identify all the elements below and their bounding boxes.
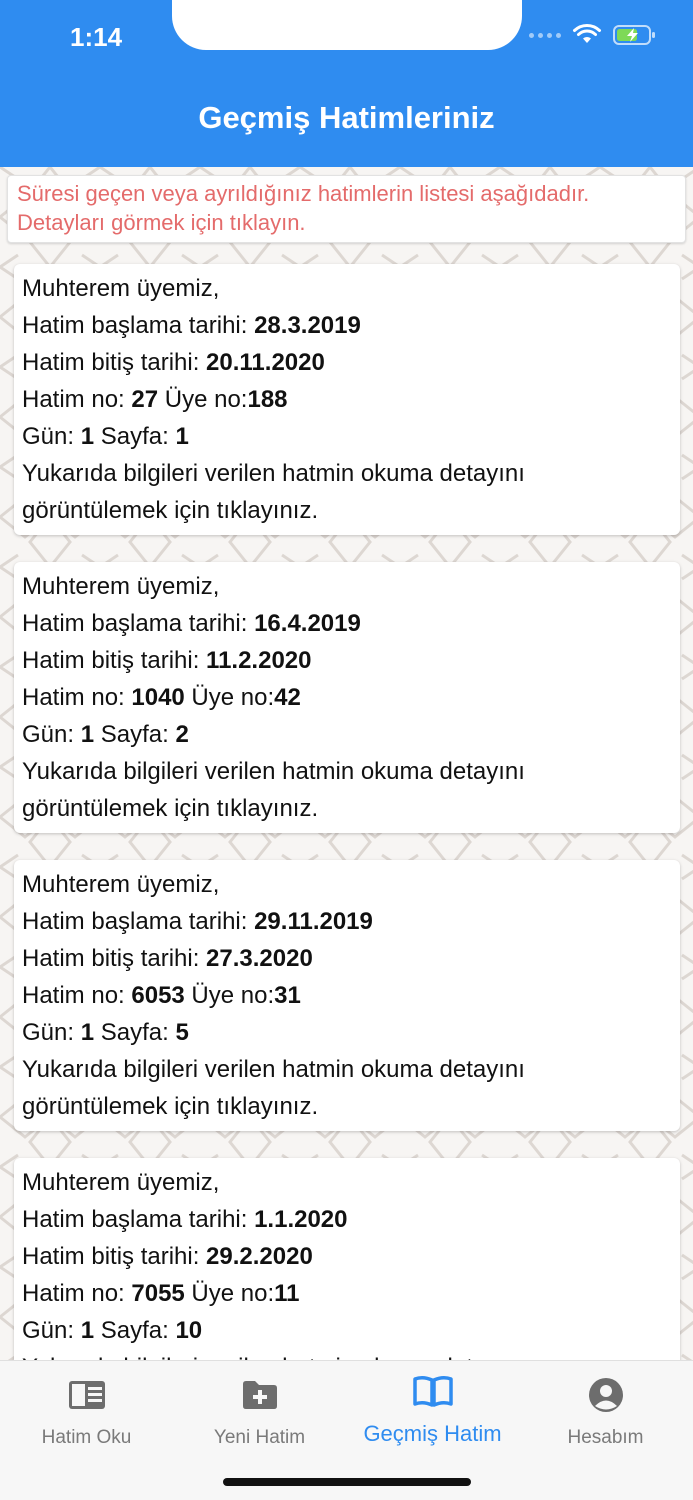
- tab-gecmis-hatim[interactable]: [346, 1371, 519, 1447]
- tab-yeni-hatim[interactable]: [173, 1375, 346, 1449]
- start-date: 16.4.2019: [254, 610, 361, 637]
- detail-hint: Yukarıda bilgileri verilen hatmin okuma detayını görüntülemek için tıklayınız.: [22, 758, 525, 822]
- end-date: 20.11.2020: [206, 349, 325, 376]
- greeting-line: Muhterem üyemiz,: [22, 573, 220, 600]
- battery-charging-icon: [613, 24, 657, 46]
- start-date: 29.11.2019: [254, 908, 373, 935]
- page-title: Geçmiş Hatimleriniz: [198, 100, 495, 135]
- history-card[interactable]: [14, 562, 680, 833]
- wifi-icon: [573, 25, 601, 45]
- end-date-line: Hatim bitiş tarihi: 20.11.2020: [22, 349, 325, 376]
- end-date-line: Hatim bitiş tarihi: 27.3.2020: [22, 945, 313, 972]
- tab-hesabim[interactable]: [519, 1375, 692, 1449]
- page-value: 5: [175, 1019, 189, 1046]
- app-header: [0, 0, 693, 167]
- page-value: 1: [175, 423, 189, 450]
- end-date: 11.2.2020: [206, 647, 312, 674]
- status-time: 1:14: [70, 22, 123, 52]
- greeting-line: Muhterem üyemiz,: [22, 871, 220, 898]
- hatim-number: 1040: [131, 684, 185, 711]
- home-indicator[interactable]: [223, 1478, 471, 1486]
- tab-label: Geçmiş Hatim: [363, 1421, 502, 1446]
- greeting-line: Muhterem üyemiz,: [22, 275, 220, 302]
- device-notch: [172, 0, 522, 50]
- book-open-page-icon: [0, 1375, 173, 1415]
- day-value: 1: [80, 423, 95, 450]
- folder-plus-icon: [173, 1375, 346, 1415]
- user-circle-icon: [519, 1375, 692, 1415]
- member-number: 31: [274, 982, 301, 1009]
- day-page-line: Gün: 1 Sayfa: 2: [22, 721, 189, 748]
- day-page-line: Gün: 1 Sayfa: 10: [22, 1317, 203, 1344]
- day-value: 1: [80, 721, 95, 748]
- history-card[interactable]: [14, 264, 680, 535]
- tab-label: Hatim Oku: [41, 1427, 132, 1448]
- hatim-number: 27: [131, 386, 159, 413]
- number-line: Hatim no: 1040 Üye no:42: [22, 684, 301, 711]
- start-date: 1.1.2020: [254, 1206, 348, 1233]
- number-line: Hatim no: 27 Üye no:188: [22, 386, 288, 413]
- detail-hint: Yukarıda bilgileri verilen hatmin okuma detayını görüntülemek için tıklayınız.: [22, 460, 525, 524]
- day-value: 1: [80, 1019, 95, 1046]
- number-line: Hatim no: 7055 Üye no:11: [22, 1280, 300, 1307]
- greeting-line: Muhterem üyemiz,: [22, 1169, 220, 1196]
- day-value: 1: [80, 1317, 95, 1344]
- hatim-number: 7055: [131, 1280, 185, 1307]
- start-date-line: Hatim başlama tarihi: 29.11.2019: [22, 908, 373, 935]
- end-date: 27.3.2020: [206, 945, 313, 972]
- tab-hatim-oku[interactable]: [0, 1375, 173, 1449]
- tab-label: Hesabım: [567, 1427, 644, 1448]
- end-date-line: Hatim bitiş tarihi: 29.2.2020: [22, 1243, 313, 1270]
- start-date-line: Hatim başlama tarihi: 28.3.2019: [22, 312, 361, 339]
- history-list[interactable]: [0, 167, 693, 1360]
- start-date-line: Hatim başlama tarihi: 1.1.2020: [22, 1206, 348, 1233]
- member-number: 11: [274, 1280, 300, 1307]
- member-number: 42: [274, 684, 301, 711]
- end-date: 29.2.2020: [206, 1243, 313, 1270]
- page-value: 10: [175, 1317, 203, 1344]
- tab-label: Yeni Hatim: [213, 1427, 306, 1448]
- end-date-line: Hatim bitiş tarihi: 11.2.2020: [22, 647, 312, 674]
- open-book-icon: [346, 1371, 519, 1411]
- number-line: Hatim no: 6053 Üye no:31: [22, 982, 301, 1009]
- day-page-line: Gün: 1 Sayfa: 1: [22, 423, 189, 450]
- page-value: 2: [175, 721, 189, 748]
- detail-hint: Yukarıda bilgileri verilen hatmin okuma detayını görüntülemek için tıklayınız.: [22, 1056, 525, 1120]
- hatim-number: 6053: [131, 982, 185, 1009]
- info-notice: Süresi geçen veya ayrıldığınız hatimlerin listesi aşağıdadır. Detayları görmek için tıklayın.: [7, 175, 686, 243]
- day-page-line: Gün: 1 Sayfa: 5: [22, 1019, 189, 1046]
- member-number: 188: [247, 386, 288, 413]
- history-card[interactable]: [14, 860, 680, 1131]
- start-date-line: Hatim başlama tarihi: 16.4.2019: [22, 610, 361, 637]
- status-indicators: [529, 24, 657, 46]
- start-date: 28.3.2019: [254, 312, 361, 339]
- cellular-signal-icon: [529, 33, 561, 38]
